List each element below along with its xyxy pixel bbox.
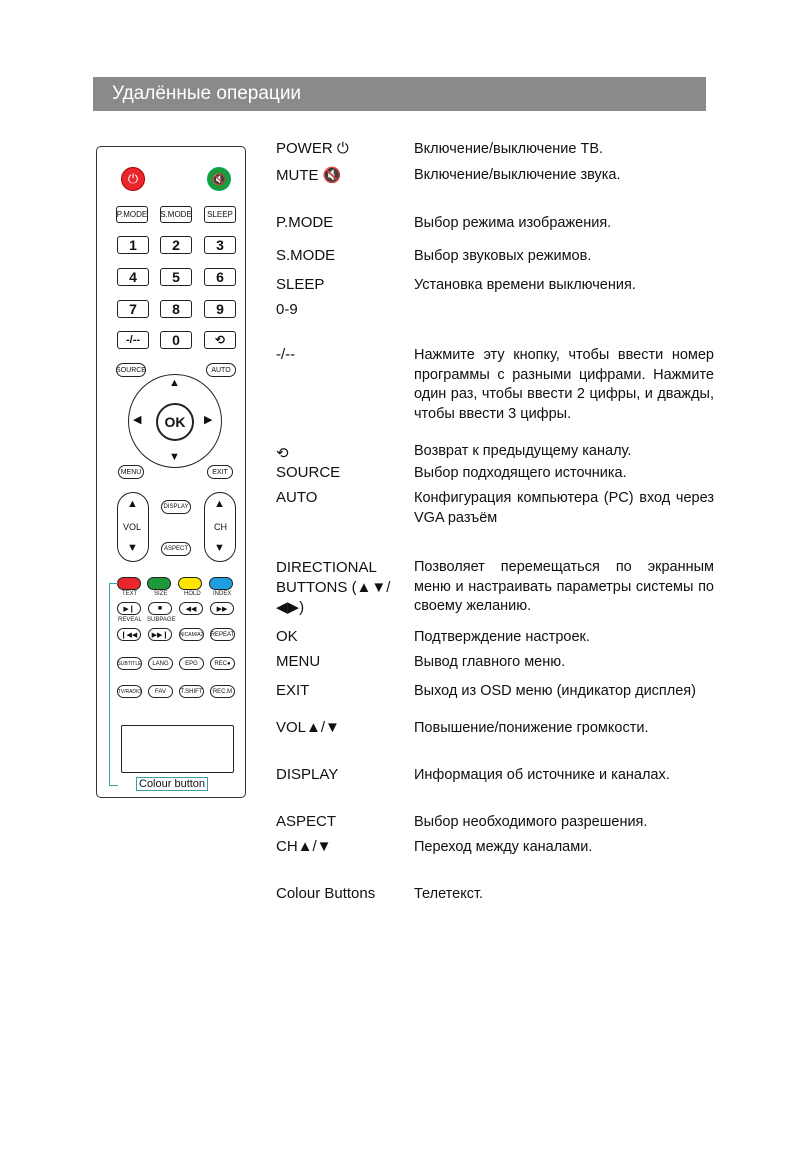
row-label: ASPECT	[276, 813, 337, 830]
lang-button[interactable]: LANG	[148, 657, 173, 670]
row-label: SOURCE	[276, 464, 341, 481]
row-label: S.MODE	[276, 247, 336, 264]
digit-button[interactable]: 5	[160, 268, 192, 286]
row-label: POWER ⏻	[276, 140, 349, 157]
row-desc: Переход между каналами.	[414, 839, 593, 855]
subpage-label: SUBPAGE	[147, 617, 176, 623]
hold-label: HOLD	[184, 591, 201, 597]
play-pause-button[interactable]	[117, 602, 141, 615]
rec-button[interactable]: REC●	[210, 657, 235, 670]
ch-down-icon: ▼	[214, 542, 225, 554]
digit-button[interactable]: 1	[117, 236, 149, 254]
recall-icon: ⟲	[214, 333, 226, 347]
fav-button[interactable]: FAV	[148, 685, 173, 698]
digit-button[interactable]: 9	[204, 300, 236, 318]
epg-button[interactable]: EPG	[179, 657, 204, 670]
reveal-label: REVEAL	[118, 617, 142, 623]
row-label: P.MODE	[276, 214, 334, 231]
row-label: Colour Buttons	[276, 885, 376, 902]
row-label: EXIT	[276, 682, 310, 699]
colour-button-callout: Colour button	[136, 777, 208, 791]
blue-button[interactable]	[209, 577, 233, 590]
row-desc: Позволяет перемещаться по экранным меню и настраивать параметры системы по своему желанию.	[414, 559, 714, 614]
digit-button[interactable]: 3	[204, 236, 236, 254]
repeat-button[interactable]: REPEAT	[210, 628, 235, 641]
row-label: MUTE 🔇	[276, 167, 342, 184]
up-arrow-icon[interactable]: ▲	[169, 377, 180, 389]
digit-button[interactable]: 2	[160, 236, 192, 254]
exit-button[interactable]: EXIT	[207, 465, 233, 479]
aspect-button[interactable]: ASPECT	[161, 542, 191, 556]
colour-button-leader-line	[109, 583, 118, 786]
row-label: 0-9	[276, 301, 298, 318]
row-desc: Выбор подходящего источника.	[414, 465, 627, 481]
row-label: SLEEP	[276, 276, 325, 293]
auto-button[interactable]: AUTO	[206, 363, 236, 377]
row-desc: Выбор режима изображения.	[414, 215, 612, 231]
row-desc: Нажмите эту кнопку, чтобы ввести номер программы с разными цифрами. Нажмите один раз, чтобы ввести 2 цифры, и дважды, чтобы ввести 3 цифры.	[414, 347, 714, 422]
dash-button[interactable]: -/--	[117, 331, 149, 349]
down-arrow-icon[interactable]: ▼	[169, 451, 180, 463]
remote-control-illustration	[96, 146, 246, 798]
row-desc: Подтверждение настроек.	[414, 629, 590, 645]
row-desc: Возврат к предыдущему каналу.	[414, 443, 632, 459]
digit-button[interactable]: 6	[204, 268, 236, 286]
row-desc: Выход из OSD меню (индикатор дисплея)	[414, 683, 696, 699]
row-desc: Телетекст.	[414, 886, 484, 902]
ch-label: CH	[214, 522, 227, 532]
stop-button[interactable]	[148, 602, 172, 615]
next-icon: ▶▶❙	[151, 631, 169, 639]
row-label: AUTO	[276, 489, 318, 506]
power-icon: ⏻	[127, 171, 139, 186]
yellow-button[interactable]	[178, 577, 202, 590]
rewind-icon: ◀◀	[185, 605, 197, 613]
left-arrow-icon[interactable]: ◀	[133, 414, 142, 426]
forward-button[interactable]	[210, 602, 234, 615]
row-desc: Вывод главного меню.	[414, 654, 566, 670]
nicam-button[interactable]: NICAM/A2	[179, 628, 204, 641]
row-label: -/--	[276, 346, 296, 363]
row-desc: Выбор звуковых режимов.	[414, 248, 592, 264]
right-arrow-icon[interactable]: ▶	[204, 414, 213, 426]
section-header: Удалённые операции	[93, 77, 706, 111]
smode-button[interactable]: S.MODE	[160, 206, 192, 223]
size-label: SIZE	[154, 591, 168, 597]
row-desc: Выбор необходимого разрешения.	[414, 814, 648, 830]
vol-label: VOL	[123, 522, 142, 532]
next-button[interactable]	[148, 628, 172, 641]
ch-up-icon: ▲	[214, 498, 225, 510]
row-label: ⟲	[276, 445, 289, 462]
vol-up-icon: ▲	[127, 498, 138, 510]
tv-radio-button[interactable]: TV/RADIO	[117, 685, 142, 698]
rewind-button[interactable]	[179, 602, 203, 615]
row-label: DISPLAY	[276, 766, 339, 783]
red-button[interactable]	[117, 577, 141, 590]
row-desc: Включение/выключение звука.	[414, 167, 621, 183]
sleep-button[interactable]: SLEEP	[204, 206, 236, 223]
play-pause-icon: ▶❙	[123, 605, 135, 613]
row-desc: Повышение/понижение громкости.	[414, 720, 649, 736]
ir-window	[121, 725, 234, 773]
mute-button[interactable]	[207, 167, 231, 191]
prev-icon: ❙◀◀	[120, 631, 138, 639]
row-desc: Включение/выключение ТВ.	[414, 141, 604, 157]
text-label: TEXT	[122, 591, 138, 597]
pmode-button[interactable]: P.MODE	[116, 206, 148, 223]
vol-down-icon: ▼	[127, 542, 138, 554]
row-desc: Установка времени выключения.	[414, 277, 636, 293]
prev-button[interactable]	[117, 628, 141, 641]
menu-button[interactable]: MENU	[118, 465, 144, 479]
display-button[interactable]: DISPLAY	[161, 500, 191, 514]
forward-icon: ▶▶	[216, 605, 228, 613]
recm-button[interactable]: REC.M	[210, 685, 235, 698]
tshift-button[interactable]: T.SHIFT	[179, 685, 204, 698]
stop-icon: ■	[157, 605, 163, 612]
row-label: OK	[276, 628, 298, 645]
row-desc: Информация об источнике и каналах.	[414, 767, 670, 783]
digit-button[interactable]: 0	[160, 331, 192, 349]
recall-button[interactable]	[204, 331, 236, 349]
green-button[interactable]	[147, 577, 171, 590]
index-label: INDEX	[213, 591, 232, 597]
row-desc: Конфигурация компьютера (PC) вход через VGA разъём	[414, 490, 714, 526]
ok-button[interactable]: OK	[156, 403, 194, 441]
digit-button[interactable]: 4	[117, 268, 149, 286]
row-label: MENU	[276, 653, 321, 670]
subtitle-button[interactable]: SUBTITLE	[117, 657, 142, 670]
power-button[interactable]	[121, 167, 145, 191]
row-label: DIRECTIONAL BUTTONS (▲▼/◀▶)	[276, 559, 391, 616]
mute-icon: 🔇	[212, 173, 226, 186]
row-label: VOL▲/▼	[276, 719, 340, 736]
digit-button[interactable]: 8	[160, 300, 192, 318]
row-label: CH▲/▼	[276, 838, 332, 855]
source-button[interactable]: SOURCE	[116, 363, 146, 377]
digit-button[interactable]: 7	[117, 300, 149, 318]
